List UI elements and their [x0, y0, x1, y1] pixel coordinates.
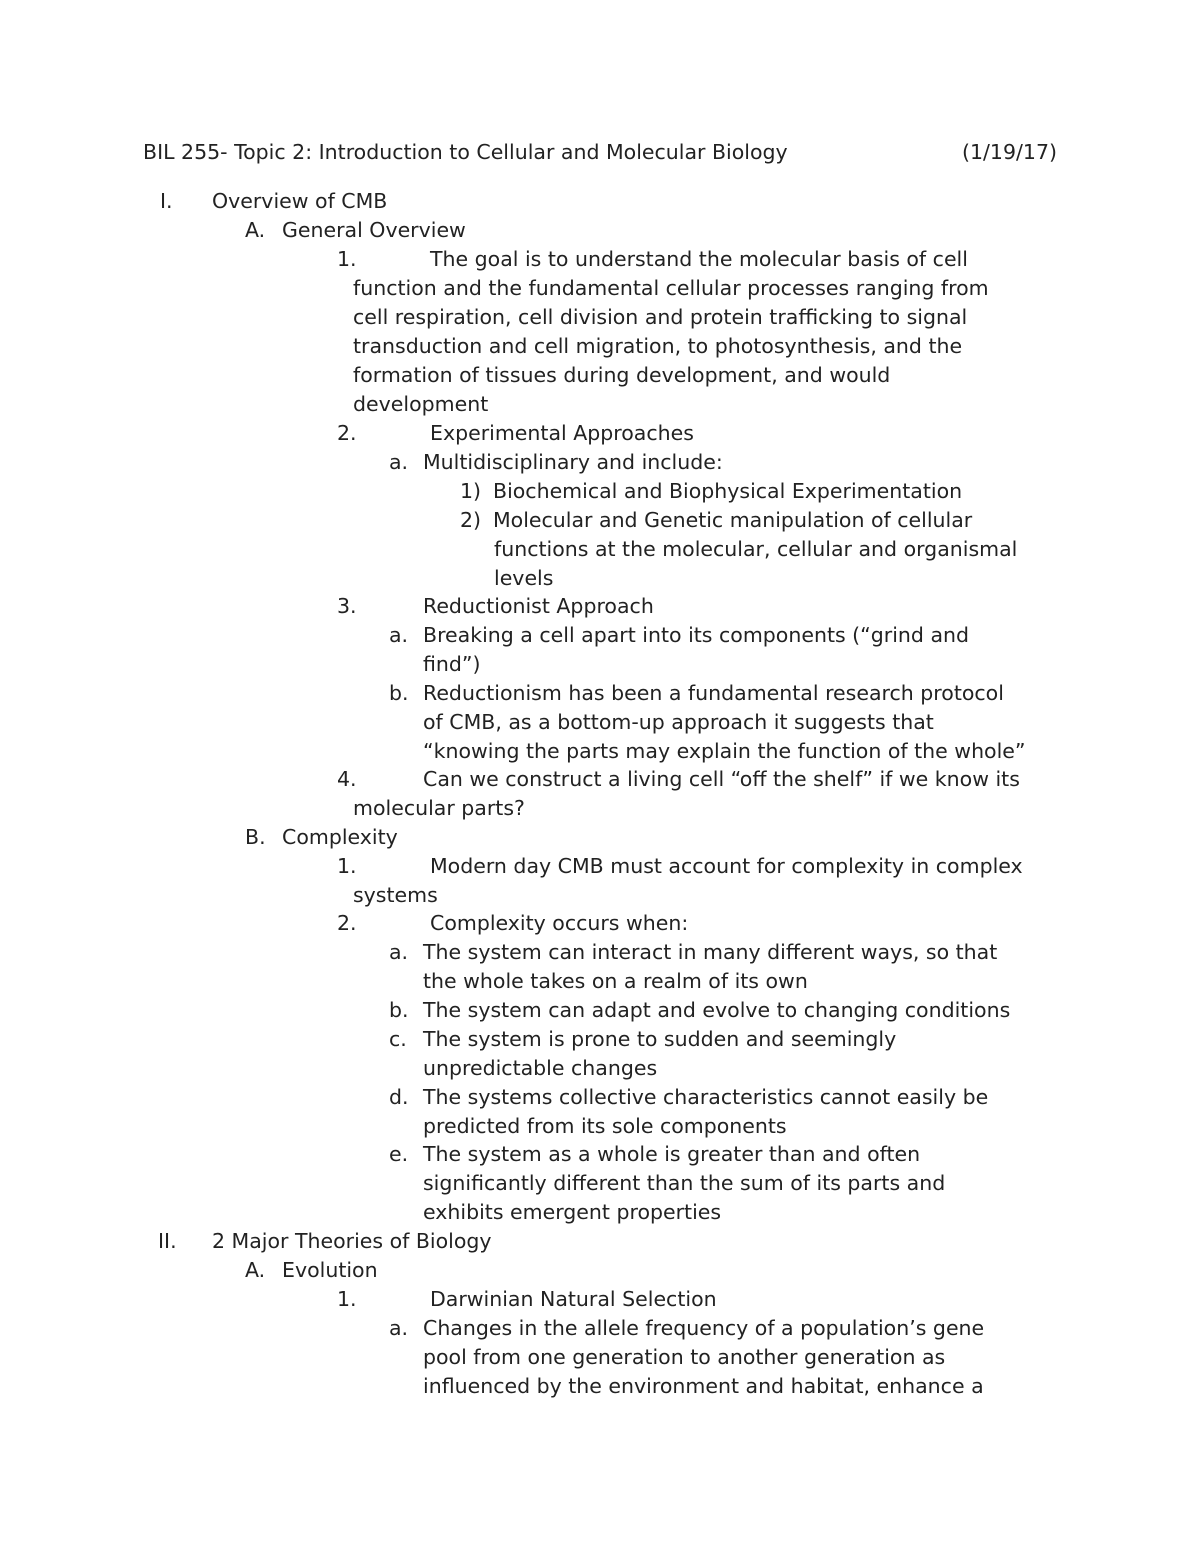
outline-marker: a.: [389, 450, 409, 474]
outline-marker: I.: [160, 189, 173, 213]
outline-text: Reductionist Approach: [423, 594, 654, 618]
outline-marker: e.: [389, 1142, 409, 1166]
outline-text: Biochemical and Biophysical Experimentation: [493, 479, 963, 503]
outline-text: molecular parts?: [353, 796, 525, 820]
outline-text: Overview of CMB: [212, 189, 388, 213]
outline-text: pool from one generation to another generation as: [423, 1345, 946, 1369]
outline-marker: 2): [460, 508, 482, 532]
outline-marker: b.: [389, 681, 409, 705]
outline-text: predicted from its sole components: [423, 1114, 787, 1138]
outline-text: levels: [494, 566, 554, 590]
outline-text: function and the fundamental cellular processes ranging from: [353, 276, 989, 300]
outline-marker: a.: [389, 940, 409, 964]
outline-marker: 2.: [337, 421, 357, 445]
outline-marker: 1.: [337, 854, 357, 878]
outline-text: cell respiration, cell division and protein trafficking to signal: [353, 305, 968, 329]
outline-text: significantly different than the sum of its parts and: [423, 1171, 946, 1195]
outline-marker: a.: [389, 1316, 409, 1340]
outline-text: “knowing the parts may explain the function of the whole”: [423, 739, 1026, 763]
outline-marker: 1): [460, 479, 482, 503]
document-date: (1/19/17): [961, 140, 1057, 164]
outline-text: the whole takes on a realm of its own: [423, 969, 808, 993]
outline-text: development: [353, 392, 489, 416]
outline-text: 2 Major Theories of Biology: [212, 1229, 492, 1253]
outline-marker: B.: [245, 825, 266, 849]
outline-text: Multidisciplinary and include:: [423, 450, 723, 474]
outline-marker: a.: [389, 623, 409, 647]
outline-text: find”): [423, 652, 481, 676]
outline-marker: d.: [389, 1085, 409, 1109]
document-title: BIL 255- Topic 2: Introduction to Cellular and Molecular Biology: [143, 140, 788, 164]
outline-text: Complexity: [282, 825, 398, 849]
outline-text: formation of tissues during development, and would: [353, 363, 891, 387]
outline-text: The system can adapt and evolve to changing conditions: [423, 998, 1011, 1022]
document-header: [143, 140, 1063, 169]
outline-text: transduction and cell migration, to photosynthesis, and the: [353, 334, 963, 358]
outline-text: exhibits emergent properties: [423, 1200, 722, 1224]
outline-marker: A.: [245, 218, 266, 242]
outline-text: influenced by the environment and habitat, enhance a: [423, 1374, 984, 1398]
outline-text: Complexity occurs when:: [430, 911, 689, 935]
outline-marker: 4.: [337, 767, 357, 791]
outline-marker: 1.: [337, 247, 357, 271]
outline-marker: 3.: [337, 594, 357, 618]
outline-marker: 1.: [337, 1287, 357, 1311]
outline-text: The system is prone to sudden and seemingly: [423, 1027, 897, 1051]
outline-text: systems: [353, 883, 438, 907]
outline-text: Can we construct a living cell “off the shelf” if we know its: [423, 767, 1020, 791]
outline-text: Breaking a cell apart into its components (“grind and: [423, 623, 970, 647]
outline-text: Reductionism has been a fundamental research protocol: [423, 681, 1004, 705]
outline-text: of CMB, as a bottom-up approach it suggests that: [423, 710, 934, 734]
outline-text: Changes in the allele frequency of a population’s gene: [423, 1316, 985, 1340]
outline-text: Molecular and Genetic manipulation of cellular: [493, 508, 973, 532]
outline-marker: b.: [389, 998, 409, 1022]
outline-text: General Overview: [282, 218, 466, 242]
outline-text: Experimental Approaches: [430, 421, 694, 445]
outline-marker: II.: [158, 1229, 177, 1253]
outline-text: unpredictable changes: [423, 1056, 658, 1080]
outline-text: Modern day CMB must account for complexity in complex: [430, 854, 1023, 878]
outline-text: The systems collective characteristics cannot easily be: [423, 1085, 989, 1109]
outline-text: Darwinian Natural Selection: [430, 1287, 717, 1311]
outline-text: The system as a whole is greater than and often: [423, 1142, 921, 1166]
outline-marker: 2.: [337, 911, 357, 935]
outline-marker: A.: [245, 1258, 266, 1282]
outline-text: Evolution: [282, 1258, 378, 1282]
outline-text: The goal is to understand the molecular basis of cell: [430, 247, 968, 271]
outline-text: The system can interact in many different ways, so that: [423, 940, 998, 964]
outline-marker: c.: [389, 1027, 407, 1051]
outline-text: functions at the molecular, cellular and organismal: [494, 537, 1018, 561]
